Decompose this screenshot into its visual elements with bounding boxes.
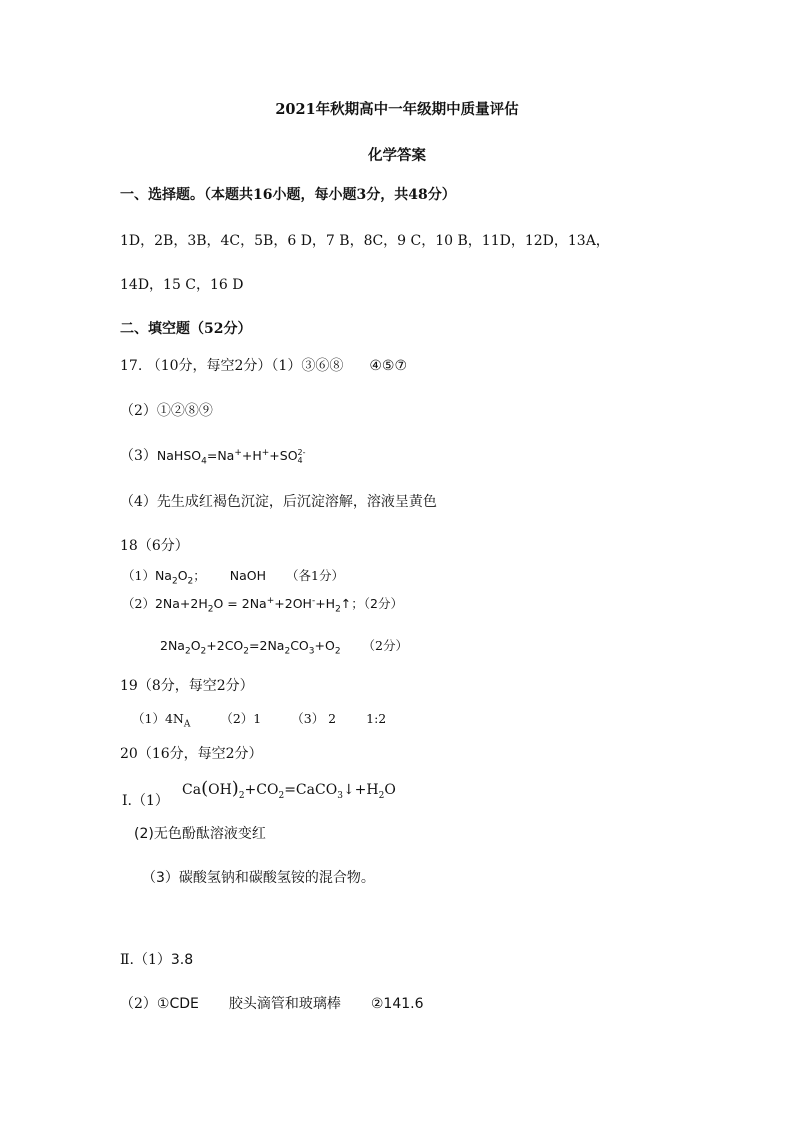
choice-answers-line-1: 1D，2B，3B，4C，5B，6 D，7 B，8C，9 C，10 B，11D，12D，13A， [120,233,610,249]
q20-i-part-2: (2)无色酚酞溶液变红 [134,826,266,842]
q17-part-3-label: （3） [120,448,157,464]
q18-head: 18（6分） [120,538,189,554]
q17-part-3 [120,447,306,465]
section-heading-fill: 二、填空题（52分） [120,321,252,337]
page-subtitle: 化学答案 [368,147,426,164]
q19-answer-2: （2）1 [220,711,262,726]
q19-answers [132,710,386,728]
q18-part-2: $(2)2Na+2H_2O$ = $2Na^++2OH^-+H_2↑$；（2分） [122,595,403,615]
q17-part-2: （2）①②⑧⑨ [120,403,213,419]
q20-ii-answer-b: 胶头滴管和玻璃棒 [228,996,341,1012]
q20-ii-answer-a: ①CDE [156,996,199,1012]
q20-ii-part-1: Ⅱ.（1）3.8 [120,952,194,968]
q20-head: 20（16分，每空2分） [120,746,263,762]
q20-i-label: Ⅰ.（1） [122,793,169,809]
q18-part-1-note: （各1分） [286,568,344,583]
q20-i-part-3: （3）碳酸氢钠和碳酸氢铵的混合物。 [142,870,375,886]
q18-formula-a: $Na_2O_2$； [154,568,206,587]
q18-equation-2: $2Na_2O_2+2CO_2=2Na_2CO_3+O_2$ [160,638,341,657]
page-title: 2021年秋期高中一年级期中质量评估 [275,101,519,118]
q19-answer-1: $(1)4N_A$ [132,711,191,730]
q19-answer-4: 1:2 [366,711,387,726]
q19-head: 19（8分，每空2分） [120,678,254,694]
q20-ii-answer-c: ②141.6 [370,996,424,1012]
section-heading-choice: 一、选择题。（本题共16小题，每小题3分，共48分） [120,187,456,203]
q18-part-1: $(1)Na_2O_2$； NaOH （各1分） [122,568,344,587]
q18-equation-1: $2Na+2H_2O$ = $2Na^++2OH^-+H_2↑$；（2分） [154,595,403,615]
q19-answer-3: （3） 2 [291,711,337,726]
q18-formula-b: NaOH [229,568,267,583]
choice-answers-line-2: 14D，15 C，16 D [120,277,244,293]
q17-head [120,357,407,375]
q17-part-4: （4）先生成红褐色沉淀，后沉淀溶解，溶液呈黄色 [120,494,437,510]
q17-equation: NaHSO$_4$=Na++H++SO 2- 4 [156,447,306,467]
q20-i-equation: $Ca(OH)_2+CO_2=CaCO_3↓+H_2O$ [182,778,396,801]
q20-ii-value: 3.8 [170,952,194,968]
q18-part-3 [160,637,408,655]
q17-answer-1b: ④⑤⑦ [369,358,407,374]
q18-part-3-note: （2分） [362,638,408,653]
q17-head-text: 17. （10分，每空2分）（1）③⑥⑧ [120,358,344,374]
q20-ii-part-2: （2）①CDE 胶头滴管和玻璃棒 ②141.6 [120,996,424,1012]
